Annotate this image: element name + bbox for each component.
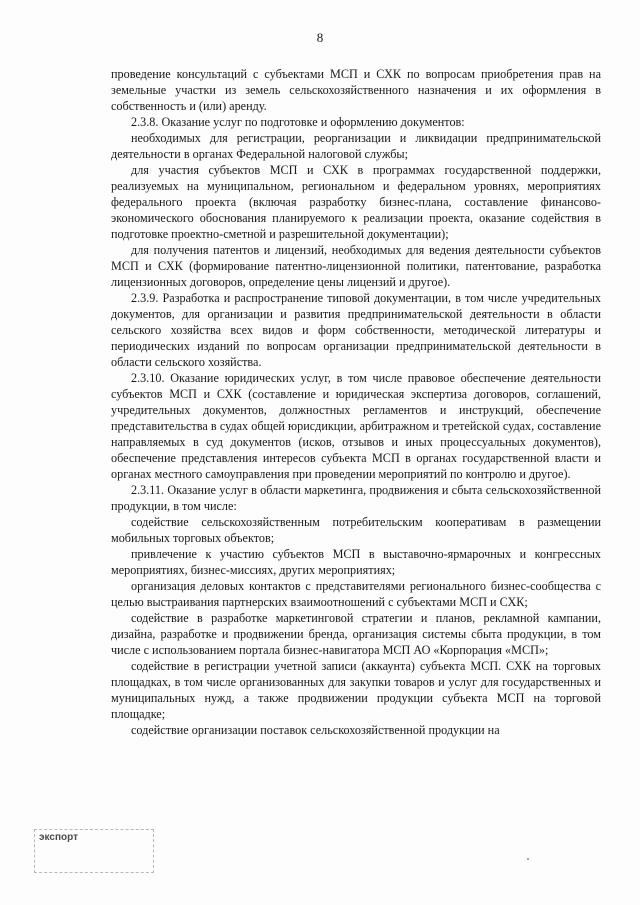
document-stamp	[34, 829, 154, 873]
paragraph: для получения патентов и лицензий, необходимых для ведения деятельности субъектов МСП и СХК (формирование патентно-лицензионной политики, патентование, разработка лицензионных договоров, определение цены лицензий и другое).	[111, 243, 601, 289]
paragraph: 2.3.9. Разработка и распространение типовой документации, в том числе учредительных документов, для организации и развития предпринимательской деятельности в области сельского хозяйства всех видов и форм собственности, методической литературы и периодических изданий по вопросам организации предпринимательской деятельности в области сельского хозяйства.	[111, 291, 601, 369]
paragraph: привлечение к участию субъектов МСП в выставочно-ярмарочных и конгрессных мероприятиях, бизнес-миссиях, других мероприятиях;	[111, 547, 601, 577]
paragraph: необходимых для регистрации, реорганизации и ликвидации предпринимательской деятельности в органах Федеральной налоговой службы;	[111, 131, 601, 161]
scan-speck	[527, 858, 529, 860]
stamp-title: экспорт	[39, 832, 78, 843]
paragraph: содействие в разработке маркетинговой стратегии и планов, рекламной кампании, дизайна, разработке и продвижении бренда, организация системы сбыта продукции, в том числе с использованием портала бизнес-навигатора МСП АО «Корпорация «МСП»;	[111, 611, 601, 657]
paragraph: для участия субъектов МСП и СХК в программах государственной поддержки, реализуемых на муниципальном, региональном и федеральном уровнях, мероприятиях федерального проекта (включая разработку бизнес-плана, составление финансово-экономического обоснования планируемого к реализации проекта, оказание содействия в подготовке проектно-сметной и разрешительной документации);	[111, 163, 601, 241]
document-body	[111, 66, 601, 738]
paragraph: 2.3.8. Оказание услуг по подготовке и оформлению документов:	[131, 115, 465, 129]
paragraph: содействие сельскохозяйственным потребительским кооперативам в размещении мобильных торговых объектов;	[111, 515, 601, 545]
page-number: 8	[316, 30, 324, 45]
paragraph: организация деловых контактов с представителями регионального бизнес-сообщества с целью выстраивания партнерских взаимоотношений с субъектами МСП и СХК;	[111, 579, 601, 609]
paragraph: 2.3.11. Оказание услуг в области маркетинга, продвижения и сбыта сельскохозяйственной продукции, в том числе:	[111, 483, 601, 513]
paragraph: содействие организации поставок сельскохозяйственной продукции на	[131, 723, 500, 737]
paragraph: содействие в регистрации учетной записи (аккаунта) субъекта МСП. СХК на торговых площадках, в том числе организованных для закупки товаров и услуг для государственных и муниципальных нужд, а также продвижении продукции субъекта МСП на торговой площадке;	[111, 659, 601, 721]
paragraph: проведение консультаций с субъектами МСП и СХК по вопросам приобретения прав на земельные участки из земель сельскохозяйственного назначения и их оформления в собственность и (или) аренду.	[111, 67, 601, 113]
paragraph: 2.3.10. Оказание юридических услуг, в том числе правовое обеспечение деятельности субъектов МСП и СХК (составление и юридическая экспертиза договоров, соглашений, учредительных документов, должностных регламентов и инструкций, обеспечение представительства в судах общей юрисдикции, арбитражном и третейской судах, составление направляемых в суд документов (исков, отзывов и иных процессуальных документов), обеспечение представления интересов субъекта МСП в органах государственной власти и органах местного самоуправления при проведении мероприятий по контролю и другое).	[111, 371, 601, 481]
